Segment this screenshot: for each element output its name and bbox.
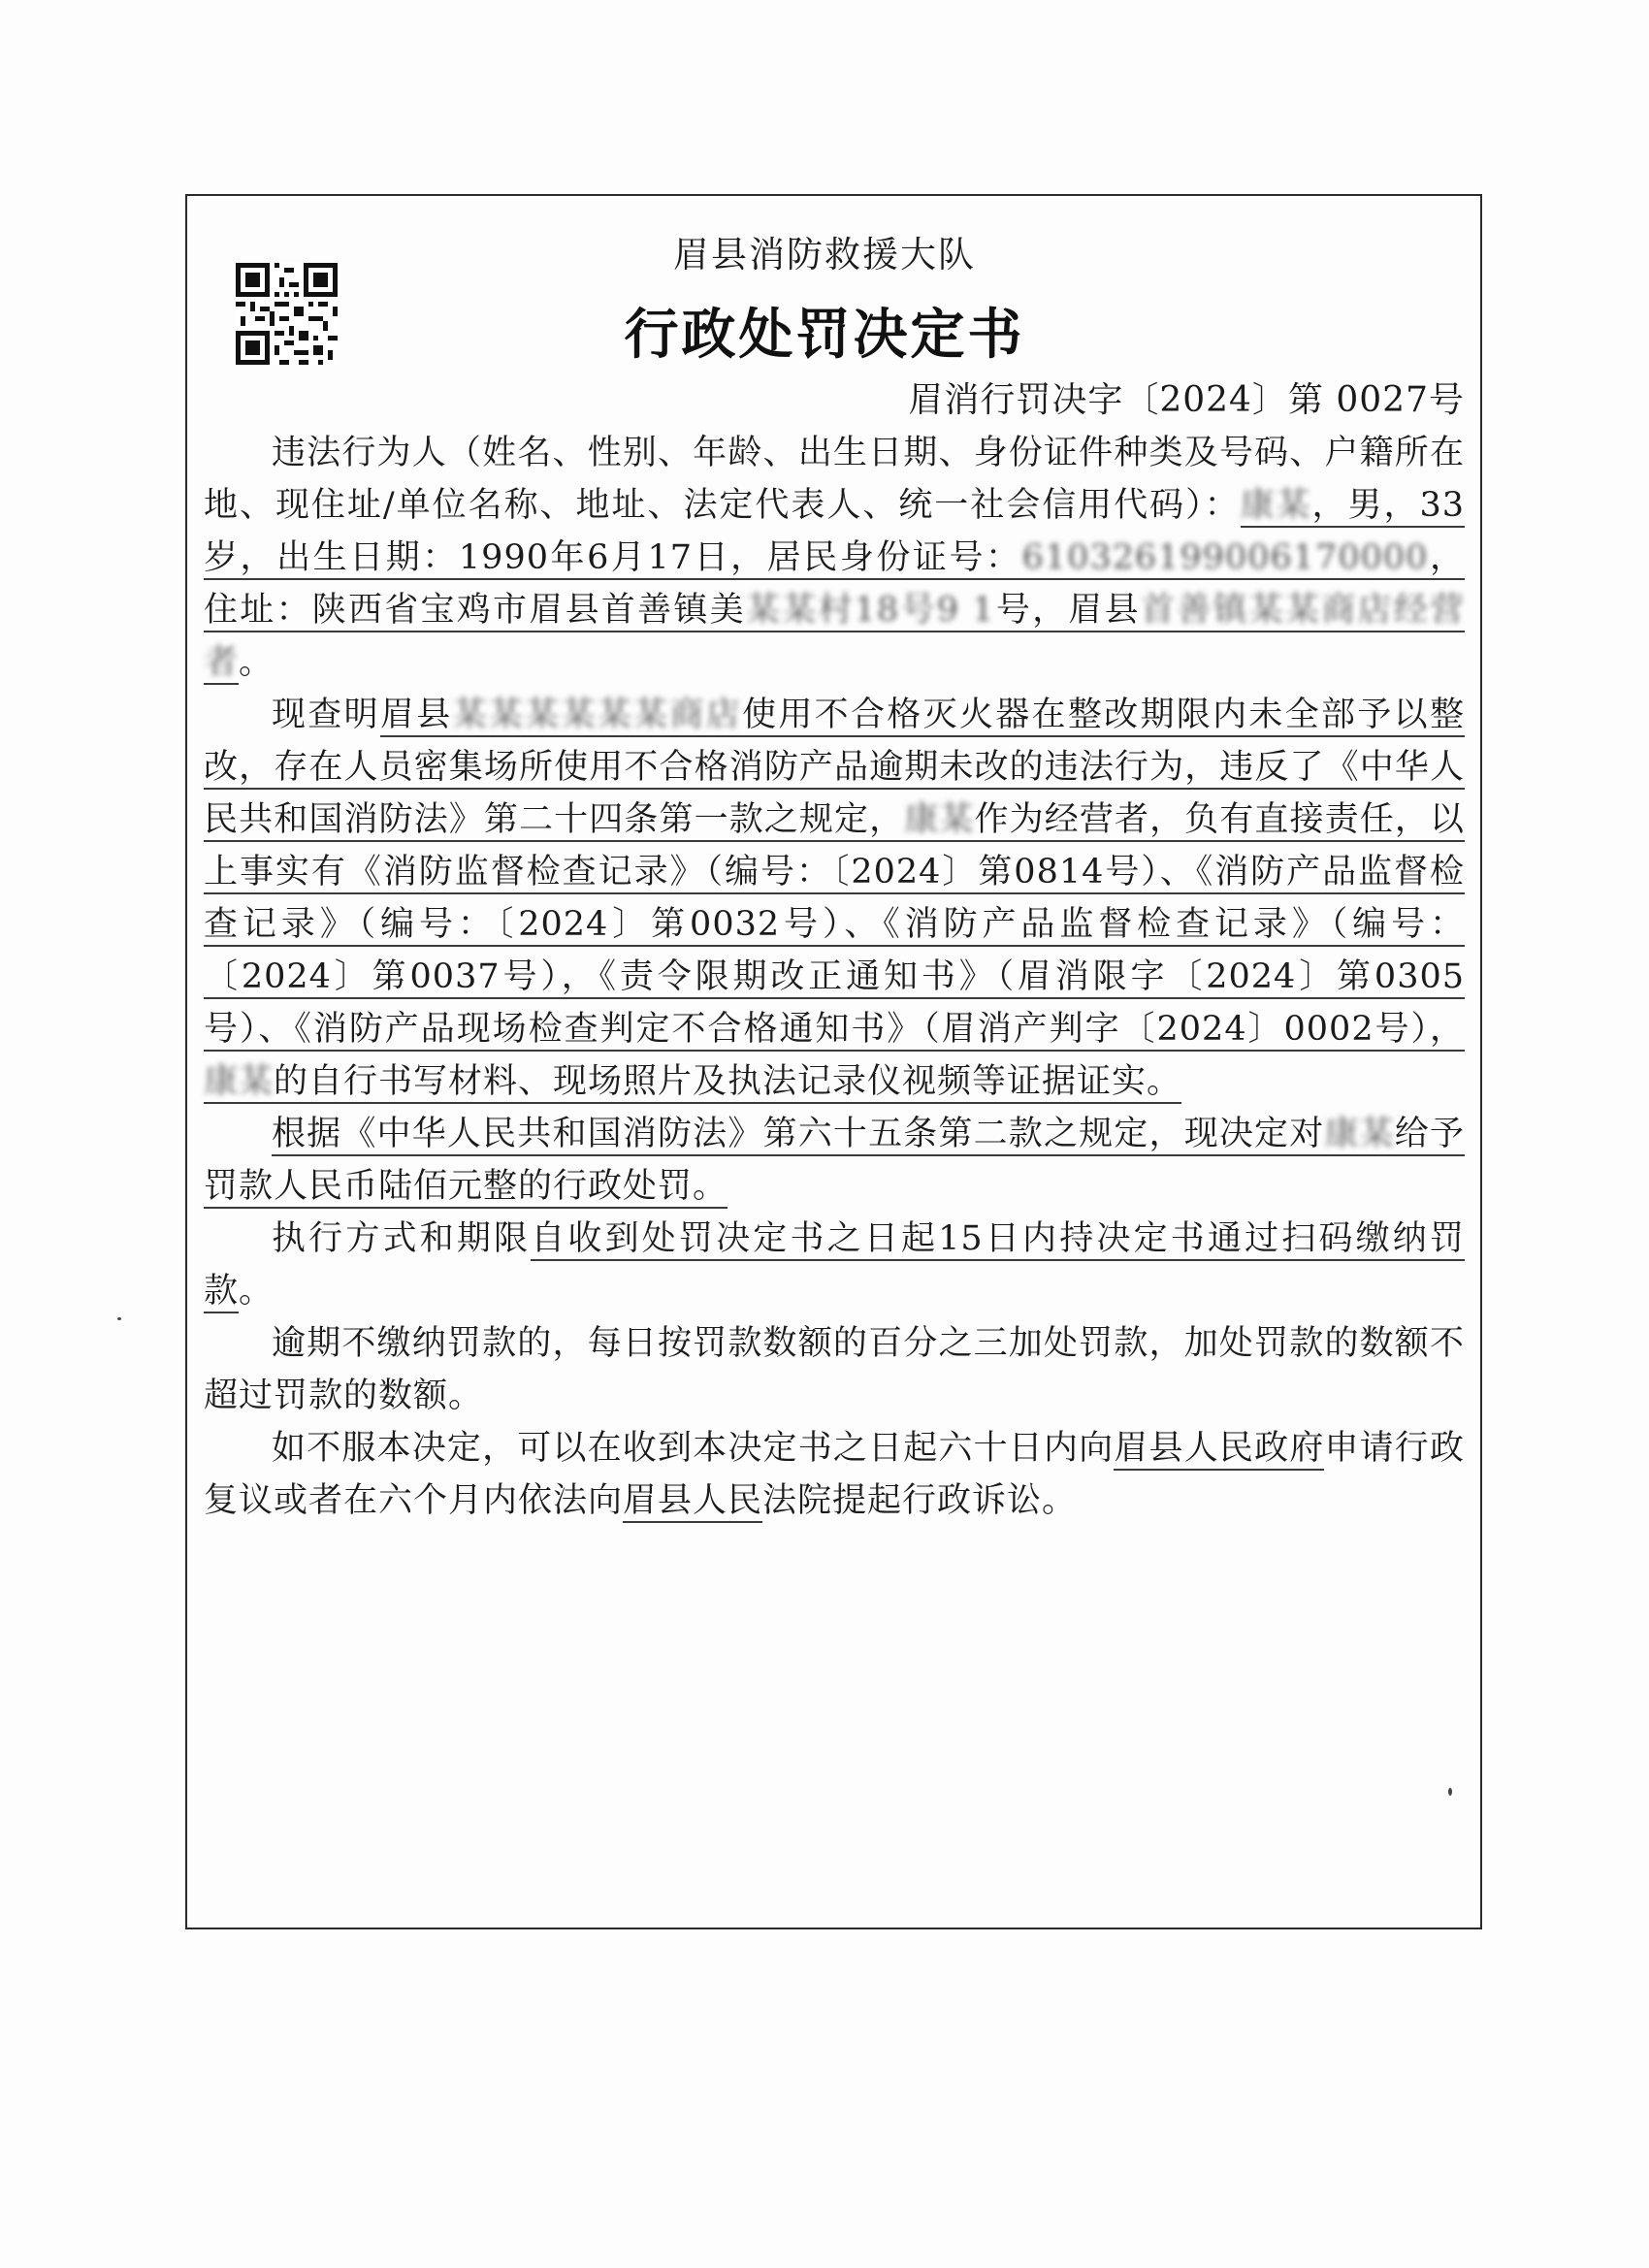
offender-address-tail: 号，眉县	[994, 591, 1141, 630]
findings-evidence-tail: 的自行书写材料、现场照片及执法记录仪视频等证据证实。	[274, 1062, 1182, 1101]
redacted-id-number: 610326199006170000	[1021, 538, 1429, 577]
appeal-text-a: 如不服本决定，可以在收到本决定书之日起六十日内向	[272, 1429, 1115, 1468]
redacted-business: 首善镇某某商店经营者	[204, 591, 1465, 682]
execution-method: 自收到处罚决定书之日起15日内持决定书通过扫码缴纳罚款	[204, 1219, 1465, 1313]
decision-penalty: 给予罚款人民币陆佰元整的行政处罚。	[204, 1115, 1465, 1206]
appeal-government: 眉县人民政府	[1114, 1429, 1324, 1471]
paragraph-execution	[204, 1213, 1465, 1317]
findings-county: 眉县	[379, 696, 453, 734]
findings-text	[204, 696, 1465, 1104]
appeal-text-c: 法院提起行政诉讼。	[762, 1481, 1078, 1520]
decision-basis: 根据《中华人民共和国消防法》第六十五条第二款之规定，现决定对	[272, 1115, 1325, 1153]
document-title: 行政处罚决定书	[624, 304, 1025, 367]
redacted-person-2: 康某	[204, 1062, 275, 1101]
decision-text	[204, 1115, 1465, 1209]
paragraph-overdue: 逾期不缴纳罚款的，每日按罚款数额的百分之三加处罚款，加处罚款的数额不超过罚款的数额。	[204, 1324, 1465, 1415]
redacted-place: 某某某某某某商店	[452, 696, 743, 734]
paragraph-decision	[204, 1108, 1465, 1213]
period: 。	[239, 1272, 275, 1311]
period: 。	[239, 643, 275, 682]
appeal-text-b: 申请行政复议或者在六个月内依法向	[204, 1429, 1465, 1520]
offender-label: 违法行为人（姓名、性别、年龄、出生日期、身份证件种类及号码、户籍所在地、现住址/单位名称、地址、法定代表人、统一社会信用代码）：	[204, 434, 1465, 525]
offender-details: ，男，33岁，出生日期：1990年6月17日，居民身份证号：	[204, 486, 1465, 577]
offender-address: ，住址：陕西省宝鸡市眉县首善镇美	[204, 538, 1465, 630]
scan-speck	[1448, 1788, 1452, 1796]
findings-label: 现查明	[272, 696, 380, 734]
findings-violation: 使用不合格灭火器在整改期限内未全部予以整改，存在人员密集场所使用不合格消防产品逾期未改的违法行为，违反了《中华人民共和国消防法》第二十四条第一款之规定，	[204, 696, 1465, 839]
appeal-court: 眉县人民	[623, 1481, 762, 1523]
issuing-agency: 眉县消防救援大队	[673, 234, 976, 275]
findings-evidence: 作为经营者，负有直接责任，以上事实有《消防监督检查记录》（编号：〔2024〕第0814号）、《消防产品监督检查记录》（编号：〔2024〕第0032号）、《消防产品监督检查记录》（编号：〔2024〕第0037号），《责令限期改正通知书》（眉消限字〔2024〕第0305号）、《消防产品现场检查判定不合格通知书》（眉消产判字〔2024〕0002号），	[204, 800, 1465, 1049]
redacted-address: 某某村18号9 1	[745, 591, 995, 630]
paragraph-offender	[204, 427, 1465, 689]
document-number: 眉消行罚决字〔2024〕第 0027号	[908, 380, 1465, 420]
paragraph-findings	[204, 689, 1465, 1108]
execution-label: 执行方式和期限	[272, 1219, 532, 1258]
redacted-person-3: 康某	[1324, 1115, 1395, 1153]
redacted-name: 康某	[1240, 486, 1312, 525]
paragraph-appeal	[204, 1422, 1465, 1527]
document-body	[204, 427, 1465, 1527]
redacted-person: 康某	[904, 800, 975, 839]
scan-speck	[117, 1317, 121, 1320]
